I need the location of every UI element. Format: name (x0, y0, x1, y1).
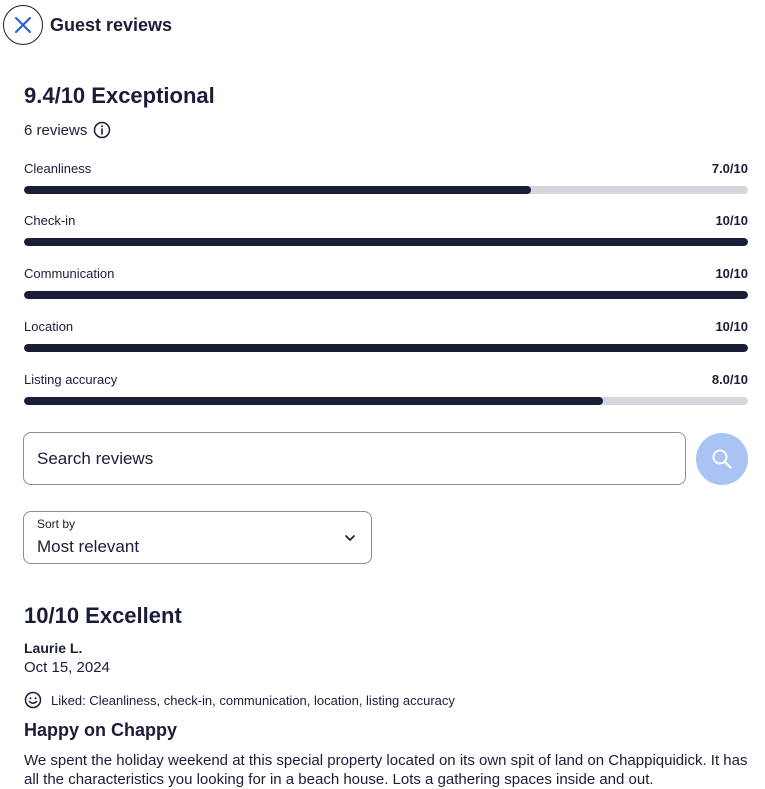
rating-category-check-in (24, 213, 748, 253)
category-bar (24, 186, 748, 194)
category-bar-fill (24, 186, 531, 194)
dialog-title: Guest reviews (50, 15, 173, 35)
review-author: Laurie L. (24, 640, 83, 656)
category-score: 10/10 (715, 213, 748, 228)
search-icon (710, 447, 734, 471)
close-icon (14, 16, 32, 34)
rating-category-location (24, 319, 748, 359)
search-field[interactable] (23, 432, 686, 485)
smiley-icon (24, 691, 42, 709)
category-bar-fill (24, 397, 603, 405)
review-body: We spent the holiday weekend at this special property located on its own spit of land on Chappiquidick. It has all the characteristics you looking for in a beach house. Lots a gathering spaces inside and out. (24, 752, 748, 788)
info-icon[interactable] (93, 121, 111, 139)
category-bar (24, 344, 748, 352)
chevron-down-icon (343, 531, 357, 545)
review-liked-text: Liked: Cleanliness, check-in, communication, location, listing accuracy (51, 692, 455, 708)
sort-label: Sort by (37, 517, 76, 531)
rating-category-communication (24, 266, 748, 306)
category-bar-fill (24, 344, 748, 352)
category-label: Cleanliness (24, 161, 92, 176)
category-bar (24, 238, 748, 246)
category-label: Communication (24, 266, 115, 281)
category-score: 7.0/10 (711, 161, 748, 176)
rating-category-listing-accuracy (24, 372, 748, 412)
close-button[interactable] (3, 5, 43, 45)
category-label: Check-in (24, 213, 76, 228)
category-score: 10/10 (715, 319, 748, 334)
sort-value: Most relevant (37, 537, 140, 556)
review-score: 10/10 Excellent (24, 603, 182, 628)
overall-rating: 9.4/10 Exceptional (24, 83, 215, 108)
category-bar (24, 397, 748, 405)
search-button[interactable] (696, 433, 748, 485)
category-label: Listing accuracy (24, 372, 118, 387)
category-score: 8.0/10 (711, 372, 748, 387)
review-liked-row (24, 691, 455, 709)
review-title: Happy on Chappy (24, 720, 178, 740)
rating-category-cleanliness (24, 161, 748, 201)
review-date: Oct 15, 2024 (24, 659, 110, 676)
search-input[interactable] (24, 433, 685, 484)
review-count: 6 reviews (24, 121, 88, 139)
dialog-header (0, 0, 765, 52)
review-count-row (24, 121, 111, 139)
category-bar-fill (24, 238, 748, 246)
category-bar-fill (24, 291, 748, 299)
category-bar (24, 291, 748, 299)
category-label: Location (24, 319, 74, 334)
category-score: 10/10 (715, 266, 748, 281)
sort-dropdown[interactable] (23, 511, 372, 564)
